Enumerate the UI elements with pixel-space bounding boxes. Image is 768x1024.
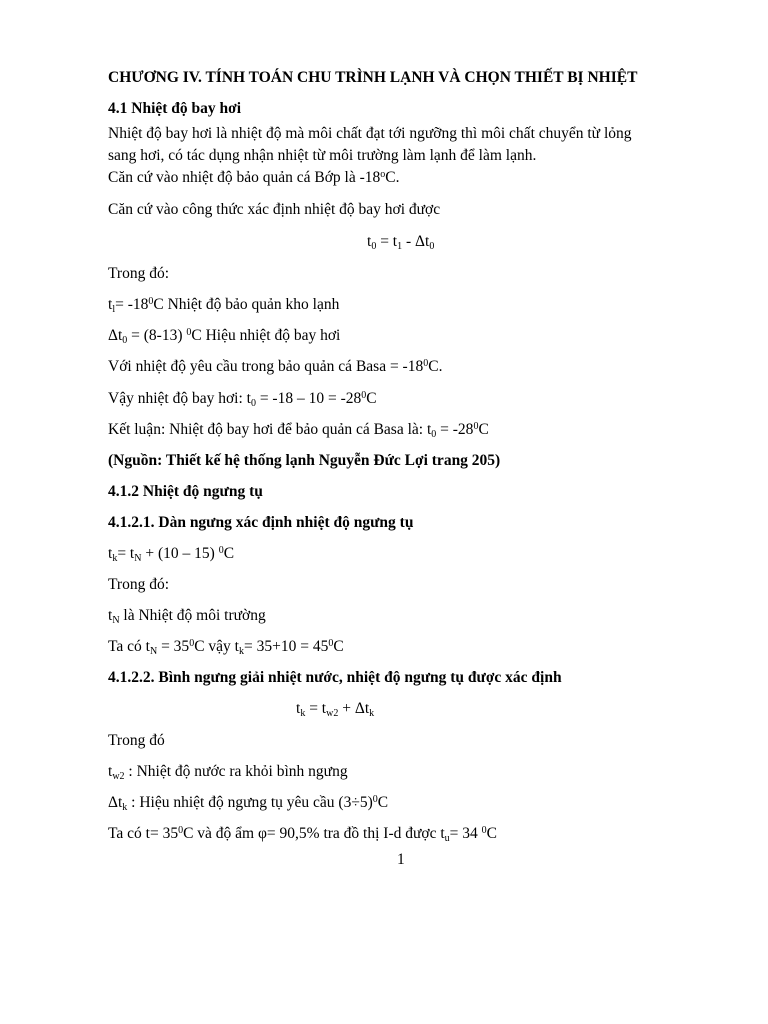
- subsection-heading-4-1-2-1: 4.1.2.1. Dàn ngưng xác định nhiệt độ ngưng tụ: [108, 514, 414, 531]
- paragraph-line: Nhiệt độ bay hơi là nhiệt độ mà môi chất đạt tới ngưỡng thì môi chất chuyển từ lỏng: [108, 125, 632, 142]
- definition-tn: $t_N$ là Nhiệt độ môi trường: [108, 607, 266, 626]
- where-label: Trong đó:: [108, 265, 170, 282]
- paragraph-line: sang hơi, có tác dụng nhận nhiệt từ môi trường làm lạnh để làm lạnh.: [108, 147, 537, 164]
- calculation-tk: Ta có $t_N = 35^0C$ vậy $t_k= 35+10 = 45^0C$: [108, 638, 344, 657]
- formula-water-condenser: $t_k = t_{w2} + \Delta t_k$: [296, 700, 375, 719]
- section-heading-4-1-2: 4.1.2 Nhiệt độ ngưng tụ: [108, 483, 263, 500]
- formula-evaporation: $t_0 = t_1 - \Delta t_0$: [367, 233, 435, 252]
- paragraph-storage-temp: Căn cứ vào nhiệt độ bảo quản cá Bớp là -18$^o$C.: [108, 169, 400, 186]
- section-heading-4-1: 4.1 Nhiệt độ bay hơi: [108, 100, 242, 117]
- conclusion-line: Kết luận: Nhiệt độ bay hơi để bảo quản cá Basa là: $t_0 = -28^0C$: [108, 421, 489, 440]
- page-number: 1: [397, 851, 405, 868]
- definition-delta-tk: $\Delta t_k$ : Hiệu nhiệt độ ngưng tụ yêu cầu $(3\div 5)^0C$: [108, 794, 389, 813]
- where-label: Trong đó: [108, 732, 165, 749]
- definition-delta-t0: $\Delta t_0 = (8-13)$ $^0$C Hiệu nhiệt độ bay hơi: [108, 327, 341, 346]
- where-label: Trong đó:: [108, 576, 170, 593]
- humidity-line: Ta có $t= 35^0C$ và độ ẩm φ= 90,5% tra đồ thị I-d được $t_u= 34$ $^0$C: [108, 825, 497, 844]
- formula-condensing: $t_k= t_N + (10 - 15)$ $^0$C: [108, 545, 235, 564]
- source-citation: (Nguồn: Thiết kế hệ thống lạnh Nguyễn Đức Lợi trang 205): [108, 452, 501, 469]
- basa-temp: Với nhiệt độ yêu cầu trong bảo quản cá Basa = $-18^0C$.: [108, 358, 443, 375]
- subsection-heading-4-1-2-2: 4.1.2.2. Bình ngưng giải nhiệt nước, nhiệt độ ngưng tụ được xác định: [108, 669, 562, 686]
- chapter-title: CHƯƠNG IV. TÍNH TOÁN CHU TRÌNH LẠNH VÀ CHỌN THIẾT BỊ NHIỆT: [108, 69, 638, 86]
- definition-t1: $t_l= -18^0C$ Nhiệt độ bảo quản kho lạnh: [108, 296, 340, 315]
- result-line: Vậy nhiệt độ bay hơi: $t_0 = -18 - 10 = -28^0C$: [108, 390, 377, 409]
- paragraph-formula-intro: Căn cứ vào công thức xác định nhiệt độ bay hơi được: [108, 201, 441, 218]
- definition-tw2: $t_{w2}$ : Nhiệt độ nước ra khỏi bình ngưng: [108, 763, 348, 782]
